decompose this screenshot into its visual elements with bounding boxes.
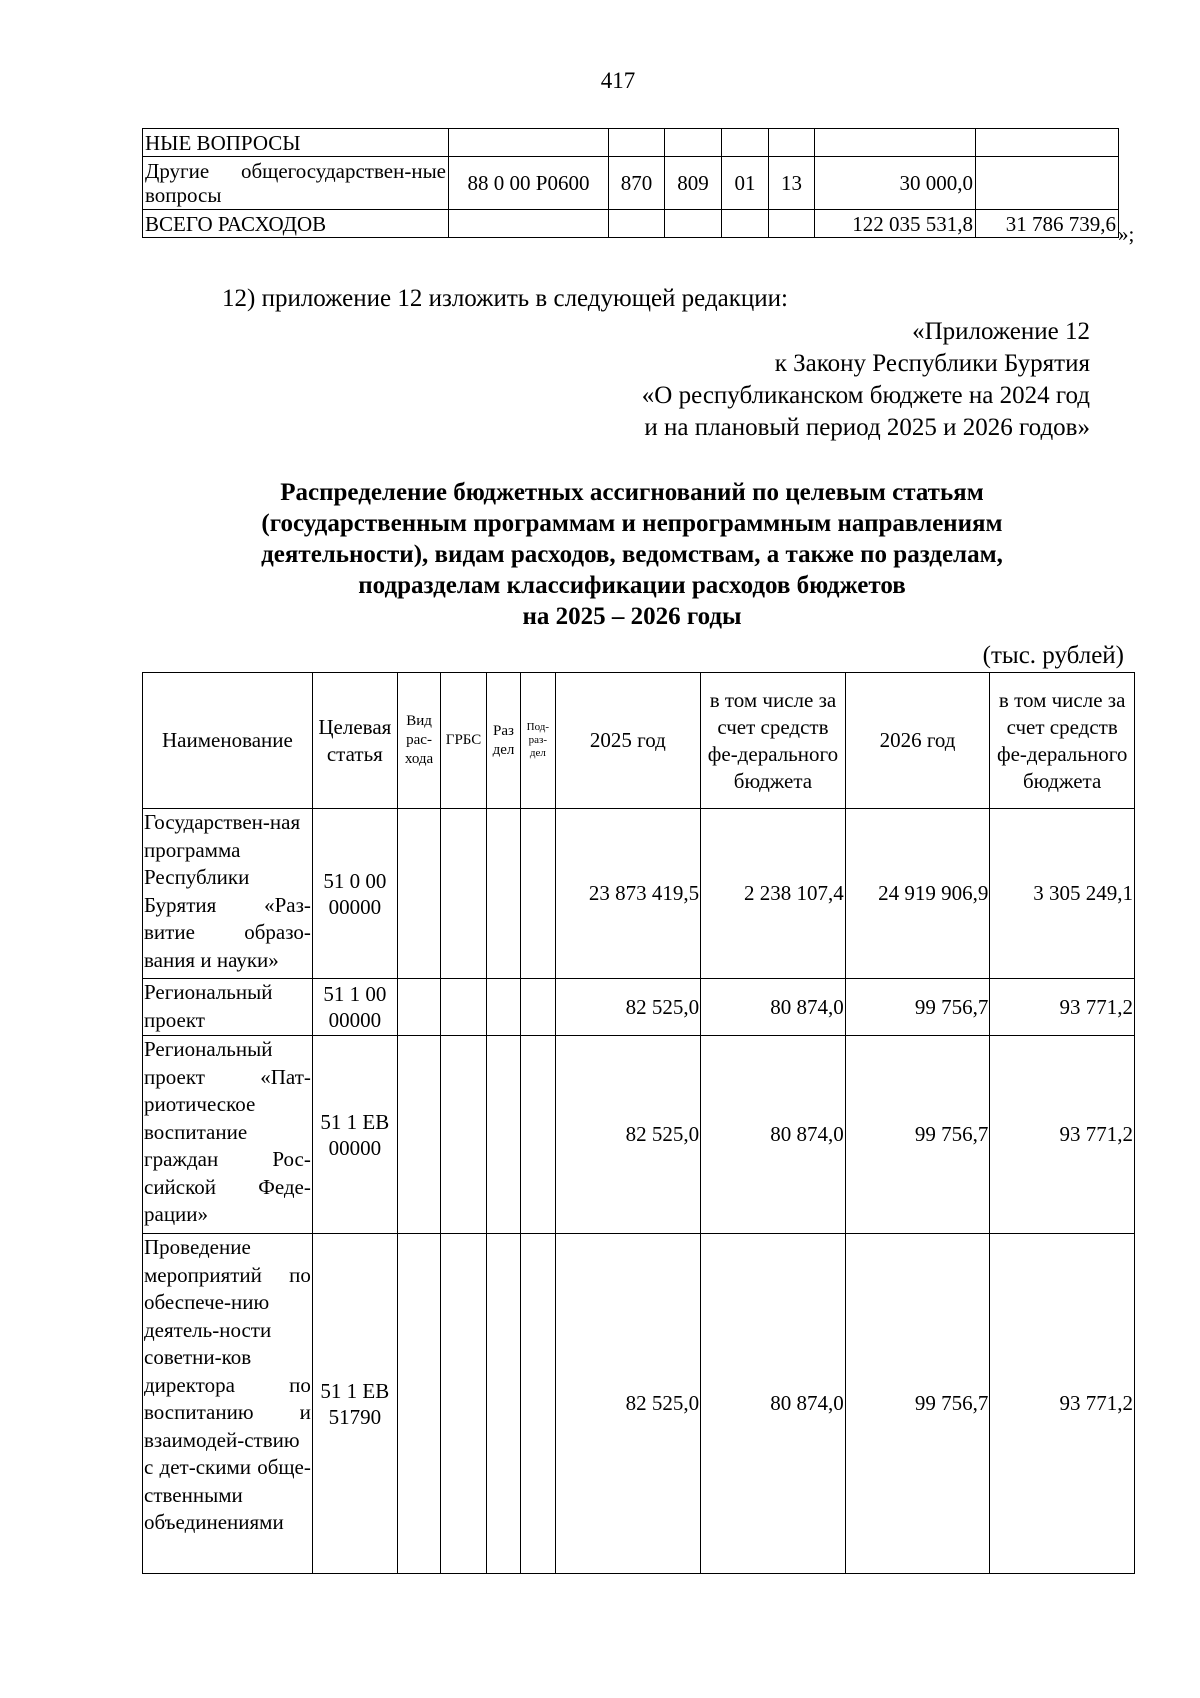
target-code-cell: 51 1 ЕВ 51790 xyxy=(312,1234,397,1574)
expense-type-cell xyxy=(397,1234,440,1574)
expense-type-cell xyxy=(609,210,665,238)
federal-2025-cell: 80 874,0 xyxy=(701,1234,846,1574)
table-row xyxy=(143,1036,1135,1234)
grbs-cell xyxy=(441,979,487,1036)
sum-cell: 31 786 739,6 xyxy=(976,210,1119,238)
header-federal-2025: в том числе за счет средств фе-дерального бюджета xyxy=(701,673,846,809)
sum-cell: 30 000,0 xyxy=(815,157,976,210)
target-code-cell: 51 1 00 00000 xyxy=(312,979,397,1036)
page-number: 417 xyxy=(600,68,636,93)
row-name: Другие общегосударствен-ные вопросы xyxy=(143,157,449,210)
expense-type-cell: 870 xyxy=(609,157,665,210)
header-subsection: Под-раз-дел xyxy=(521,673,555,809)
expense-type-cell xyxy=(609,129,665,157)
appendix-line: к Закону Республики Бурятия xyxy=(774,350,1090,377)
heading-line: подразделам классификации расходов бюджетов xyxy=(358,572,906,599)
header-target-code: Целевая статья xyxy=(312,673,397,809)
federal-2026-cell: 93 771,2 xyxy=(990,1036,1135,1234)
appendix-line: и на плановый период 2025 и 2026 годов» xyxy=(644,414,1090,441)
appendix-line: «О республиканском бюджете на 2024 год xyxy=(641,382,1090,409)
unit-label: (тыс. рублей) xyxy=(982,642,1124,669)
table-row xyxy=(143,1234,1135,1574)
document-heading xyxy=(142,477,1122,632)
sum-2025-cell: 82 525,0 xyxy=(555,1036,701,1234)
expense-type-cell xyxy=(397,1036,440,1234)
subsection-cell xyxy=(769,129,815,157)
row-name: Региональный проект xyxy=(143,979,313,1036)
target-code-cell xyxy=(449,210,609,238)
heading-line: на 2025 – 2026 годы xyxy=(522,603,742,630)
section-cell xyxy=(722,210,769,238)
heading-line: деятельности), видам расходов, ведомствам, а также по разделам, xyxy=(261,541,1003,568)
sum-2026-cell: 24 919 906,9 xyxy=(845,809,990,979)
federal-2025-cell: 80 874,0 xyxy=(701,979,846,1036)
table-row xyxy=(143,809,1135,979)
section-cell xyxy=(722,129,769,157)
federal-2026-cell: 3 305 249,1 xyxy=(990,809,1135,979)
table-row xyxy=(143,210,1119,238)
federal-2026-cell: 93 771,2 xyxy=(990,1234,1135,1574)
row-name: Проведение мероприятий по обеспече-нию деятель-ности советни-ков директора по воспитанию и взаимодей-ствию с дет-скими обще-ственными объединениями xyxy=(143,1234,313,1574)
appendix-line: «Приложение 12 xyxy=(912,318,1090,345)
row-name: ВСЕГО РАСХОДОВ xyxy=(143,210,449,238)
subsection-cell xyxy=(521,809,555,979)
header-grbs: ГРБС xyxy=(441,673,487,809)
header-section: Раз дел xyxy=(486,673,520,809)
target-code-cell: 51 1 ЕВ 00000 xyxy=(312,1036,397,1234)
subsection-cell xyxy=(769,210,815,238)
section-cell xyxy=(486,1036,520,1234)
row-name: Региональный проект «Пат-риотическое воспитание граждан Рос-сийской Феде-рации» xyxy=(143,1036,313,1234)
row-name: Государствен-ная программа Республики Бурятия «Раз-витие образо-вания и науки» xyxy=(143,809,313,979)
sum-2026-cell: 99 756,7 xyxy=(845,1234,990,1574)
grbs-cell xyxy=(441,809,487,979)
expense-type-cell xyxy=(397,809,440,979)
table-row xyxy=(143,157,1119,210)
sum-2025-cell: 82 525,0 xyxy=(555,1234,701,1574)
expense-type-cell xyxy=(397,979,440,1036)
header-2026: 2026 год xyxy=(845,673,990,809)
subsection-cell xyxy=(521,979,555,1036)
grbs-cell xyxy=(441,1234,487,1574)
federal-2026-cell: 93 771,2 xyxy=(990,979,1135,1036)
subsection-cell: 13 xyxy=(769,157,815,210)
sum-cell xyxy=(976,157,1119,210)
federal-2025-cell: 80 874,0 xyxy=(701,1036,846,1234)
sum-2025-cell: 23 873 419,5 xyxy=(555,809,701,979)
subsection-cell xyxy=(521,1234,555,1574)
target-code-cell: 51 0 00 00000 xyxy=(312,809,397,979)
sum-2026-cell: 99 756,7 xyxy=(845,979,990,1036)
header-name: Наименование xyxy=(143,673,313,809)
section-cell: 01 xyxy=(722,157,769,210)
subsection-cell xyxy=(521,1036,555,1234)
row-name: НЫЕ ВОПРОСЫ xyxy=(143,129,449,157)
table-row xyxy=(143,129,1119,157)
grbs-cell xyxy=(441,1036,487,1234)
sum-cell xyxy=(976,129,1119,157)
target-code-cell: 88 0 00 Р0600 xyxy=(449,157,609,210)
heading-line: Распределение бюджетных ассигнований по целевым статьям xyxy=(280,479,984,506)
allocation-table xyxy=(142,672,1135,1574)
sum-2025-cell: 82 525,0 xyxy=(555,979,701,1036)
amendment-item: 12) приложение 12 изложить в следующей редакции: xyxy=(222,285,788,312)
previous-table xyxy=(142,128,1119,238)
grbs-cell xyxy=(665,210,722,238)
closing-quote: »; xyxy=(1118,222,1135,246)
section-cell xyxy=(486,1234,520,1574)
sum-cell xyxy=(815,129,976,157)
appendix-caption xyxy=(642,316,1090,444)
table-header-row xyxy=(143,673,1135,809)
header-2025: 2025 год xyxy=(555,673,701,809)
grbs-cell xyxy=(665,129,722,157)
federal-2025-cell: 2 238 107,4 xyxy=(701,809,846,979)
header-federal-2026: в том числе за счет средств фе-дерального бюджета xyxy=(990,673,1135,809)
section-cell xyxy=(486,979,520,1036)
grbs-cell: 809 xyxy=(665,157,722,210)
table-row xyxy=(143,979,1135,1036)
section-cell xyxy=(486,809,520,979)
header-expense-type: Вид рас-хода xyxy=(397,673,440,809)
heading-line: (государственным программам и непрограммным направлениям xyxy=(261,510,1003,537)
sum-cell: 122 035 531,8 xyxy=(815,210,976,238)
target-code-cell xyxy=(449,129,609,157)
sum-2026-cell: 99 756,7 xyxy=(845,1036,990,1234)
